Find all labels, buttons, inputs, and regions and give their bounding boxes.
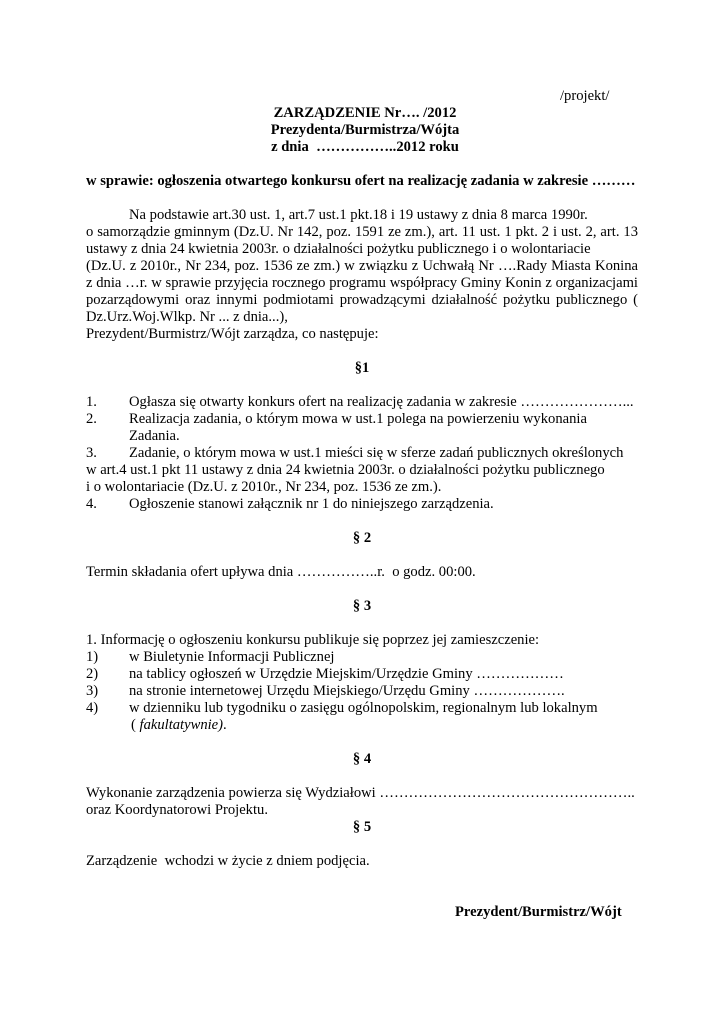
section-5-heading: § 5 — [352, 819, 372, 835]
signature: Prezydent/Burmistrz/Wójt — [455, 904, 622, 920]
section-4-text: Wykonanie zarządzenia powierza się Wydziałowi …………………………………………….. — [86, 785, 635, 801]
preamble-line: Dz.Urz.Woj.Wlkp. Nr ... z dnia...), — [86, 309, 288, 325]
list-item: Zadanie, o którym mowa w ust.1 mieści się w sferze zadań publicznych określonych — [129, 445, 624, 461]
section-3-heading: § 3 — [352, 598, 372, 614]
document-subject: w sprawie: ogłoszenia otwartego konkursu ofert na realizację zadania w zakresie ……… — [86, 173, 636, 189]
list-number: 1) — [86, 649, 99, 665]
note-close: . — [223, 717, 227, 733]
note-italic: fakultatywnie) — [139, 717, 224, 733]
list-item: i o wolontariacie (Dz.U. z 2010r., Nr 234, poz. 1536 ze zm.). — [86, 479, 442, 495]
list-number: 2. — [86, 411, 97, 427]
document-title: ZARZĄDZENIE Nr…. /2012 — [273, 105, 457, 121]
section-4-text: oraz Koordynatorowi Projektu. — [86, 802, 268, 818]
optional-note — [131, 717, 227, 734]
list-item: Zadania. — [129, 428, 180, 444]
list-item: Ogłoszenie stanowi załącznik nr 1 do niniejszego zarządzenia. — [129, 496, 494, 512]
preamble-line: Prezydent/Burmistrz/Wójt zarządza, co następuje: — [86, 326, 379, 342]
section-3-intro: 1. Informację o ogłoszeniu konkursu publikuje się poprzez jej zamieszczenie: — [86, 632, 540, 648]
list-number: 4) — [86, 700, 99, 716]
preamble-line: Na podstawie art.30 ust. 1, art.7 ust.1 pkt.18 i 19 ustawy z dnia 8 marca 1990r. — [129, 207, 588, 223]
document-authority: Prezydenta/Burmistrza/Wójta — [270, 122, 460, 138]
projekt-label: /projekt/ — [560, 88, 610, 104]
note-open: ( — [131, 717, 140, 733]
preamble-line: pozarządowymi oraz innymi podmiotami prowadzącymi działalność pożytku publicznego ( — [86, 292, 638, 308]
list-item: w Biuletynie Informacji Publicznej — [129, 649, 335, 665]
list-number: 1. — [86, 394, 97, 410]
section-1-heading: §1 — [354, 360, 370, 376]
list-item: Ogłasza się otwarty konkurs ofert na realizację zadania w zakresie …………………... — [129, 394, 634, 410]
section-2-text: Termin składania ofert upływa dnia ……………..r. o godz. 00:00. — [86, 564, 476, 580]
list-number: 3) — [86, 683, 99, 699]
list-number: 3. — [86, 445, 97, 461]
list-item: w dzienniku lub tygodniku o zasięgu ogólnopolskim, regionalnym lub lokalnym — [129, 700, 598, 716]
list-item: Realizacja zadania, o którym mowa w ust.1 polega na powierzeniu wykonania — [129, 411, 587, 427]
section-5-text: Zarządzenie wchodzi w życie z dniem podjęcia. — [86, 853, 370, 869]
section-2-heading: § 2 — [352, 530, 372, 546]
list-number: 2) — [86, 666, 99, 682]
list-item: w art.4 ust.1 pkt 11 ustawy z dnia 24 kwietnia 2003r. o działalności pożytku publicznego — [86, 462, 605, 478]
section-4-heading: § 4 — [352, 751, 372, 767]
list-number: 4. — [86, 496, 97, 512]
preamble-line: z dnia …r. w sprawie przyjęcia rocznego programu współpracy Gminy Konin z organizacjami — [86, 275, 638, 291]
list-item: na tablicy ogłoszeń w Urzędzie Miejskim/Urzędzie Gminy ……………… — [129, 666, 564, 682]
list-item: na stronie internetowej Urzędu Miejskiego/Urzędu Gminy ………………. — [129, 683, 565, 699]
preamble-line: (Dz.U. z 2010r., Nr 234, poz. 1536 ze zm.) w związku z Uchwałą Nr ….Rady Miasta Konina — [86, 258, 638, 274]
preamble-line: o samorządzie gminnym (Dz.U. Nr 142, poz. 1591 ze zm.), art. 11 ust. 1 pkt. 2 i ust. 2, art. 13 — [86, 224, 638, 240]
document-date: z dnia ……………..2012 roku — [271, 139, 459, 155]
preamble-line: ustawy z dnia 24 kwietnia 2003r. o działalności pożytku publicznego i o wolontariacie — [86, 241, 591, 257]
